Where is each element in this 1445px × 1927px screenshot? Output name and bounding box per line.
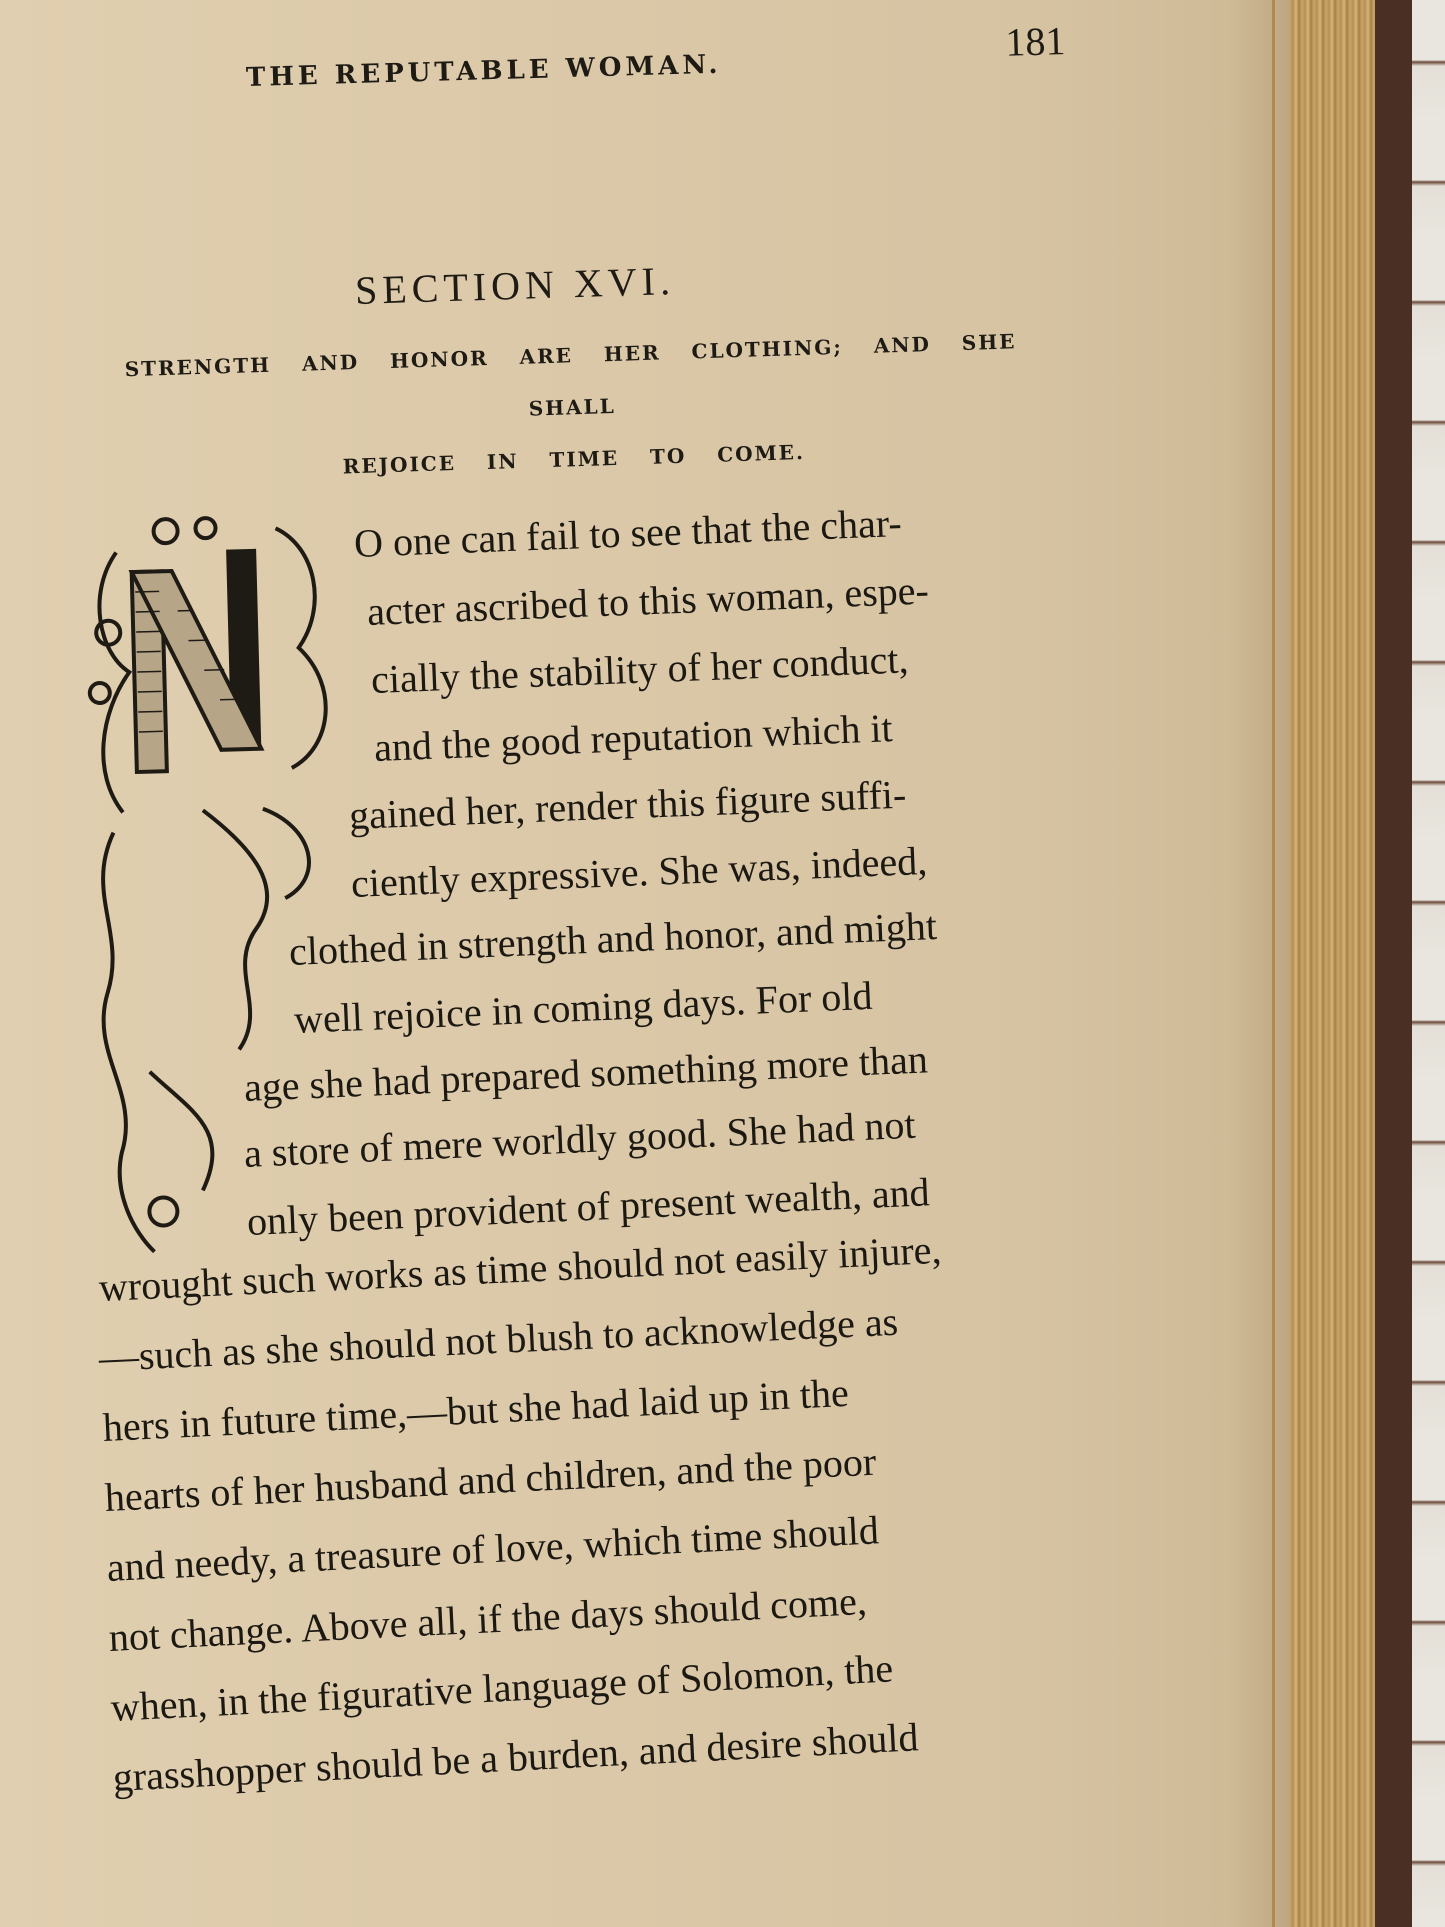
body-line: hearts of her husband and children, and the poor <box>103 1438 878 1521</box>
body-line: cially the stability of her conduct, <box>370 636 910 703</box>
running-title: THE REPUTABLE WOMAN. <box>245 49 722 93</box>
body-line: —such as she should not blush to acknowledge as <box>97 1298 900 1381</box>
body-line: a store of mere worldly good. She had not <box>242 1101 917 1177</box>
body-line: grasshopper should be a burden, and desire should <box>111 1714 920 1801</box>
body-line: and needy, a treasure of love, which time should <box>105 1507 880 1591</box>
body-line: wrought such works as time should not easily injure, <box>97 1226 943 1311</box>
body-line: and the good reputation which it <box>373 705 894 771</box>
body-line: clothed in strength and honor, and might <box>288 903 938 975</box>
body-line: well rejoice in coming days. For old <box>293 972 874 1043</box>
body-line: when, in the figurative language of Solomon, the <box>109 1645 895 1731</box>
epigraph-line: STRENGTH AND HONOR ARE HER CLOTHING; AND SHE SHALL <box>124 329 1017 421</box>
body-line: gained her, render this figure suffi- <box>348 771 908 839</box>
page-number: 181 <box>1004 18 1066 65</box>
body-line: acter ascribed to this woman, espe- <box>366 567 930 635</box>
section-heading: SECTION XVI. <box>354 257 676 314</box>
body-line: ciently expressive. She was, indeed, <box>350 837 929 907</box>
body-line: not change. Above all, if the days should come, <box>107 1577 868 1661</box>
body-line: age she had prepared something more than <box>243 1036 929 1111</box>
body-line: O one can fail to see that the char- <box>353 500 903 567</box>
body-line: only been provident of present wealth, and <box>245 1169 931 1245</box>
body-line: hers in future time,—but she had laid up in the <box>101 1369 850 1451</box>
epigraph-line: REJOICE IN TIME TO COME. <box>342 439 806 479</box>
